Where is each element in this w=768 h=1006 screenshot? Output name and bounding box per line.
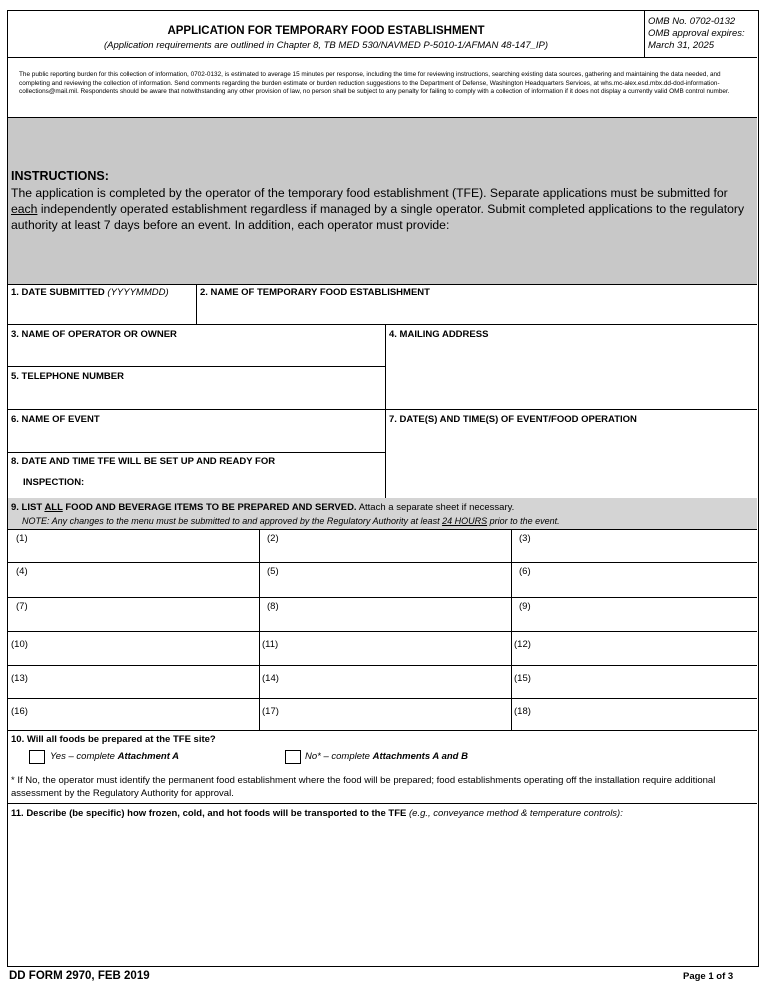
food-item-field[interactable] xyxy=(259,665,511,698)
food-item-field[interactable] xyxy=(8,631,259,665)
food-item-number: (14) xyxy=(262,673,279,684)
application-form xyxy=(7,10,759,967)
food-item-number: (13) xyxy=(11,673,28,684)
instructions-rule xyxy=(8,284,757,285)
telephone-field[interactable] xyxy=(8,381,385,409)
omb-block xyxy=(648,16,745,52)
food-item-field[interactable] xyxy=(511,597,757,631)
section10-note: * If No, the operator must identify the permanent food establishment where the food will be prepared; food establishments operating off the installation require additional assessment by the Regulatory Authority for approval. xyxy=(11,775,716,799)
food-item-field[interactable] xyxy=(259,529,511,562)
section11-label: 11. Describe (be specific) how frozen, cold, and hot foods will be transported to the TFE (e.g., conveyance method & temperature controls): xyxy=(11,808,623,819)
rule xyxy=(8,409,757,410)
food-item-number: (3) xyxy=(519,533,531,544)
food-item-number: (4) xyxy=(16,566,28,577)
rule xyxy=(8,803,757,804)
yes-checkbox[interactable] xyxy=(29,750,45,764)
food-item-number: (5) xyxy=(267,566,279,577)
food-item-number: (11) xyxy=(262,639,279,650)
mailing-address-field[interactable] xyxy=(386,339,757,409)
event-dates-label: 7. DATE(S) AND TIME(S) OF EVENT/FOOD OPERATION xyxy=(389,414,637,425)
rule xyxy=(8,366,385,367)
form-title: APPLICATION FOR TEMPORARY FOOD ESTABLISHMENT xyxy=(167,25,485,37)
food-item-field[interactable] xyxy=(511,698,757,730)
rule xyxy=(8,324,757,325)
mailing-address-label: 4. MAILING ADDRESS xyxy=(389,329,489,340)
event-dates-field[interactable] xyxy=(386,424,757,498)
telephone-label: 5. TELEPHONE NUMBER xyxy=(11,371,124,382)
form-subtitle: (Application requirements are outlined in Chapter 8, TB MED 530/NAVMED P-5010-1/AFMAN 48-147_IP) xyxy=(103,40,549,51)
header-divider xyxy=(644,11,645,57)
food-item-number: (8) xyxy=(267,601,279,612)
setup-time-field[interactable] xyxy=(96,471,384,497)
date-submitted-label: 1. DATE SUBMITTED (YYYYMMDD) xyxy=(11,287,169,298)
establishment-name-label: 2. NAME OF TEMPORARY FOOD ESTABLISHMENT xyxy=(200,287,430,298)
food-item-number: (15) xyxy=(514,673,531,684)
food-item-field[interactable] xyxy=(511,562,757,597)
section10-question: 10. Will all foods be prepared at the TFE site? xyxy=(11,734,216,745)
food-item-number: (16) xyxy=(11,706,28,717)
food-item-number: (17) xyxy=(262,706,279,717)
no-checkbox[interactable] xyxy=(285,750,301,764)
food-item-field[interactable] xyxy=(511,529,757,562)
page-number: Page 1 of 3 xyxy=(683,971,734,982)
food-item-number: (1) xyxy=(16,533,28,544)
no-option-label: No* – complete Attachments A and B xyxy=(305,751,468,762)
section9-label: 9. LIST ALL FOOD AND BEVERAGE ITEMS TO BE PREPARED AND SERVED. Attach a separate sheet if necessary. xyxy=(11,502,515,513)
food-item-number: (6) xyxy=(519,566,531,577)
food-item-field[interactable] xyxy=(259,562,511,597)
food-item-field[interactable] xyxy=(511,631,757,665)
yes-option-label: Yes – complete Attachment A xyxy=(50,751,180,762)
operator-name-label: 3. NAME OF OPERATOR OR OWNER xyxy=(11,329,177,340)
instructions-heading: INSTRUCTIONS: xyxy=(11,169,109,183)
setup-time-label-2: INSPECTION: xyxy=(23,477,85,488)
instructions-text-part2: independently operated establishment regardless if managed by a single operator. Submit completed applications to the regulatory authority at least 7 days before an event. In addition, each operator must provide: xyxy=(11,202,745,232)
food-item-field[interactable] xyxy=(8,665,259,698)
food-item-number: (7) xyxy=(16,601,28,612)
food-item-field[interactable] xyxy=(8,529,259,562)
item-row-rule xyxy=(8,730,757,731)
food-item-field[interactable] xyxy=(259,597,511,631)
food-item-field[interactable] xyxy=(259,698,511,730)
burden-statement: The public reporting burden for this collection of information, 0702-0132, is estimated to average 15 minutes per response, including the time for reviewing instructions, searching existing data sources, gathering and maintaining the data needed, and completing and reviewing the collection of information. Send comments regarding the burden estimate or burden reduction suggestions to the Department of Defense, Washington Headquarters Services, at whs.mc-alex.esd.mbx.dd-dod-information-collections@mail.mil. Respondents should be aware that notwithstanding any other provision of law, no person shall be subject to any penalty for failing to comply with a collection of information if it does not display a currently valid OMB control number. xyxy=(19,71,730,95)
establishment-name-field[interactable] xyxy=(197,297,757,324)
omb-number: OMB No. 0702-0132 xyxy=(648,16,736,27)
food-item-field[interactable] xyxy=(8,562,259,597)
food-item-number: (9) xyxy=(519,601,531,612)
omb-expires-label: OMB approval expires: xyxy=(648,28,745,39)
food-item-number: (18) xyxy=(514,706,531,717)
date-submitted-field[interactable] xyxy=(8,297,196,324)
rule xyxy=(8,452,385,453)
setup-time-label: 8. DATE AND TIME TFE WILL BE SET UP AND READY FOR xyxy=(11,456,276,467)
food-item-number: (12) xyxy=(514,639,531,650)
food-item-field[interactable] xyxy=(259,631,511,665)
food-item-number: (2) xyxy=(267,533,279,544)
header-rule xyxy=(8,57,757,58)
instructions-emphasis: each xyxy=(11,202,38,216)
food-item-field[interactable] xyxy=(8,597,259,631)
food-item-field[interactable] xyxy=(8,698,259,730)
event-name-label: 6. NAME OF EVENT xyxy=(11,414,100,425)
event-name-field[interactable] xyxy=(8,424,385,452)
food-item-field[interactable] xyxy=(511,665,757,698)
omb-expires-date: March 31, 2025 xyxy=(648,40,715,51)
food-item-number: (10) xyxy=(11,639,28,650)
form-id: DD FORM 2970, FEB 2019 xyxy=(9,970,150,982)
instructions-text xyxy=(11,185,746,233)
transport-description-field[interactable] xyxy=(8,821,757,965)
section9-note: NOTE: Any changes to the menu must be submitted to and approved by the Regulatory Authority at least 24 HOURS prior to the event. xyxy=(22,516,560,526)
operator-name-field[interactable] xyxy=(8,339,385,366)
instructions-text-part1: The application is completed by the operator of the temporary food establishment (TFE). Separate applications must be submitted for xyxy=(11,186,728,200)
